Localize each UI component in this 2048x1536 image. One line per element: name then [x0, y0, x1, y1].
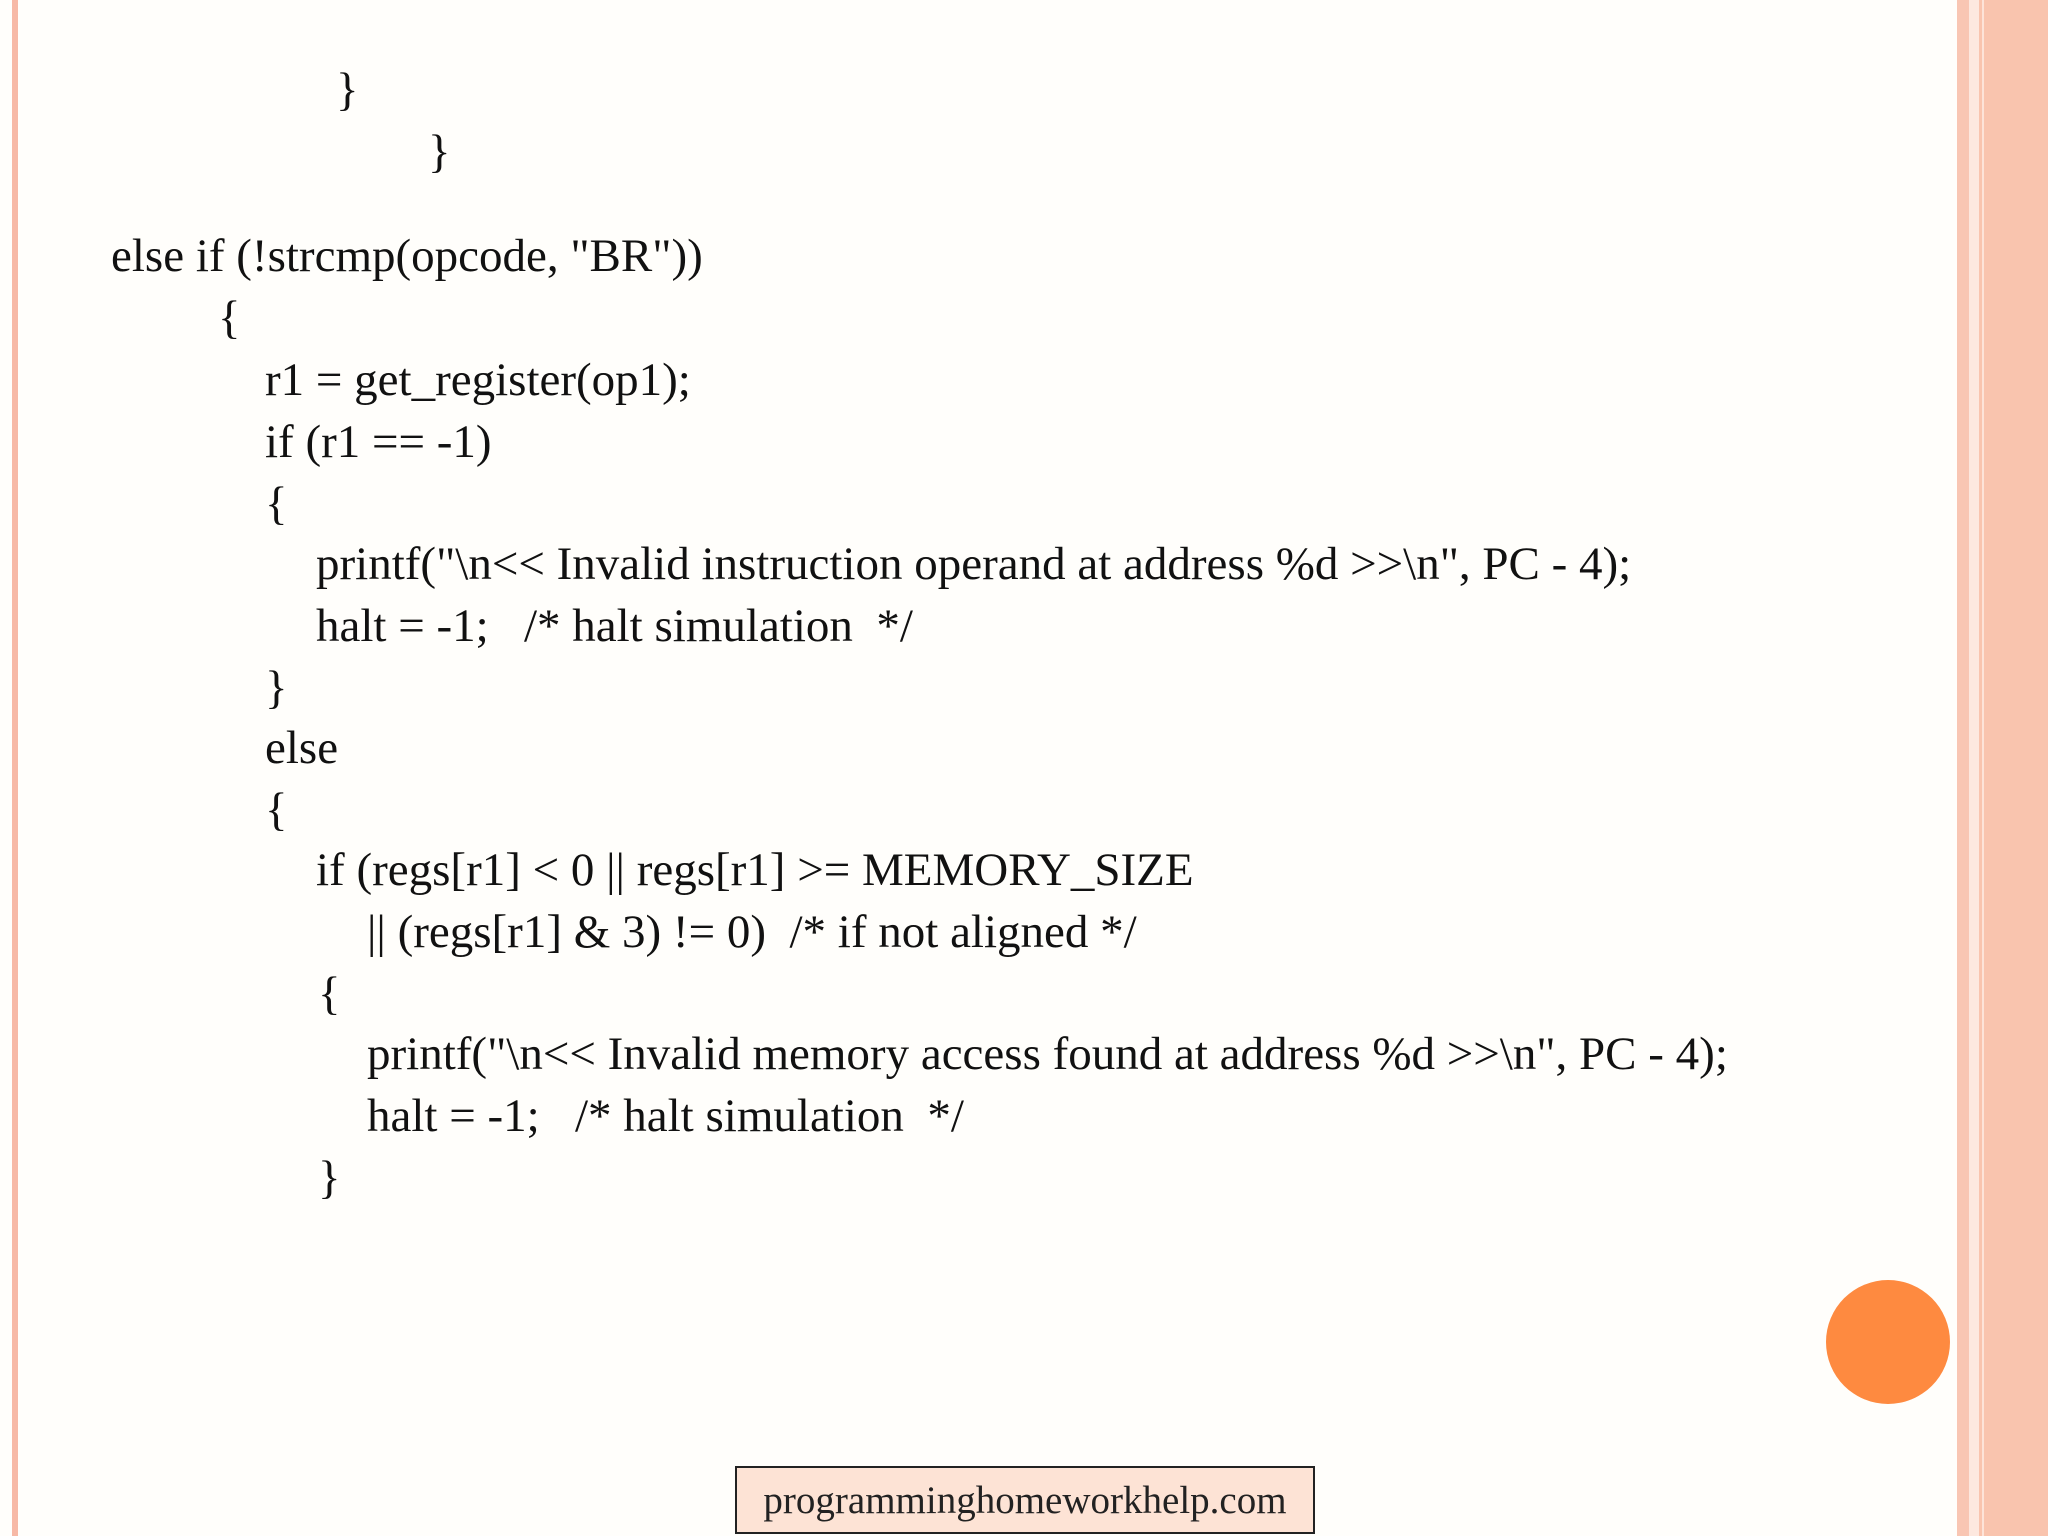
website-footer-box — [735, 1466, 1315, 1534]
code-line: { — [265, 478, 288, 530]
code-line: } — [265, 662, 288, 714]
code-line: halt = -1; /* halt simulation */ — [316, 600, 913, 652]
code-line: { — [318, 968, 341, 1020]
code-line: || (regs[r1] & 3) != 0) /* if not aligned */ — [367, 906, 1137, 958]
code-line: r1 = get_register(op1); — [265, 354, 691, 406]
code-line: printf("\n<< Invalid memory access found at address %d >>\n", PC - 4); — [367, 1028, 1728, 1080]
code-line: } — [318, 1152, 341, 1204]
right-decorative-stripe — [1982, 0, 1984, 1536]
right-decorative-band-inner — [1957, 0, 1969, 1536]
code-line: halt = -1; /* halt simulation */ — [367, 1090, 964, 1142]
code-line: } — [428, 126, 451, 178]
code-line: else — [265, 722, 339, 774]
right-decorative-band-outer — [1979, 0, 2048, 1536]
code-line: if (regs[r1] < 0 || regs[r1] >= MEMORY_SIZE — [316, 844, 1194, 896]
website-footer-text: programminghomeworkhelp.com — [763, 1479, 1287, 1522]
code-line: printf("\n<< Invalid instruction operand at address %d >>\n", PC - 4); — [316, 538, 1632, 590]
code-line: { — [218, 292, 241, 344]
code-line: } — [336, 64, 359, 116]
code-line: { — [265, 784, 288, 836]
right-decorative-gap — [1969, 0, 1979, 1536]
code-line: else if (!strcmp(opcode, "BR")) — [111, 230, 703, 282]
code-line: if (r1 == -1) — [265, 416, 492, 468]
